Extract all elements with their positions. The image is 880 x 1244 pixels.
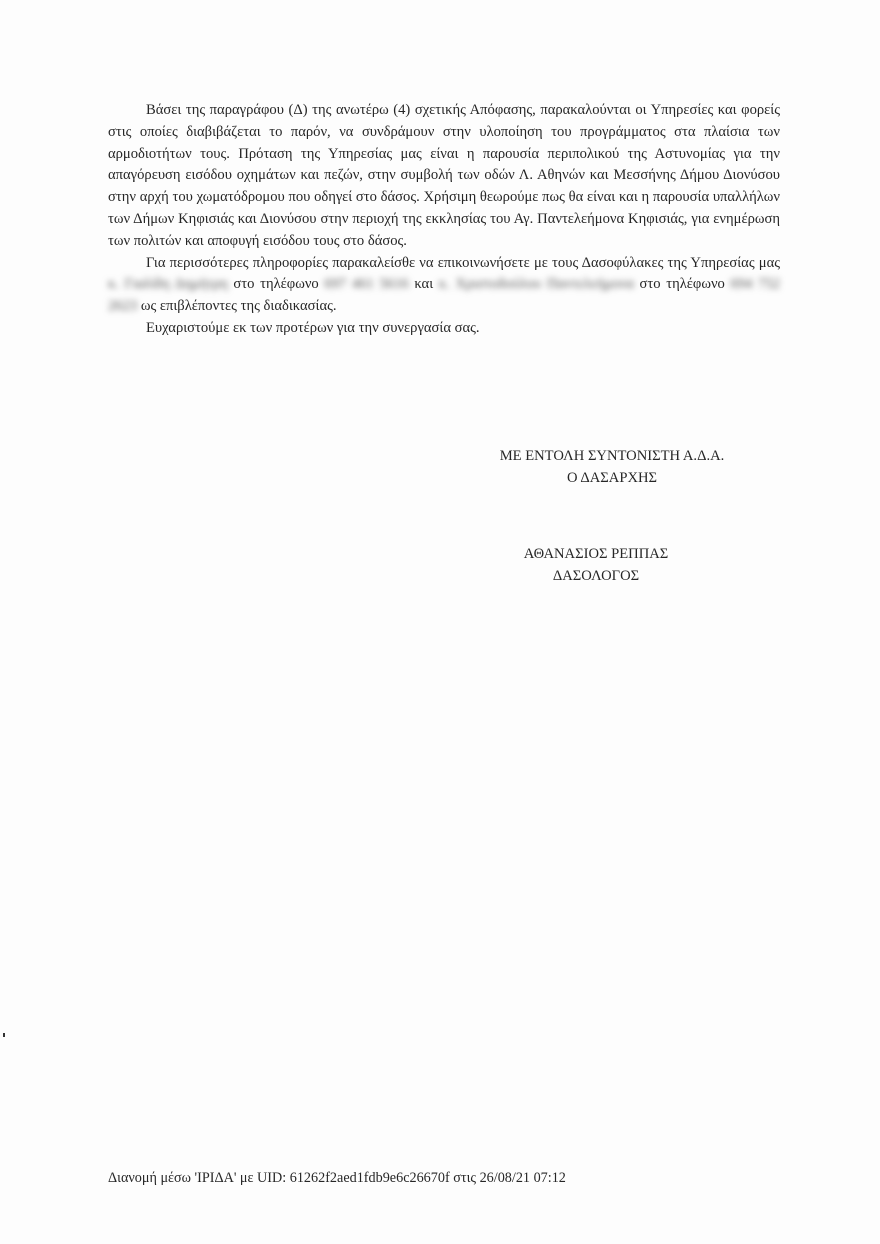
signatory-name: ΑΘΑΝΑΣΙΟΣ ΡΕΠΠΑΣ bbox=[523, 546, 669, 562]
paragraph-thanks: Ευχαριστούμε εκ των προτέρων για την συνεργασία σας. bbox=[146, 319, 480, 336]
redacted-phone-1: 697 461 5616 bbox=[324, 276, 409, 293]
contact-text-4: στο τηλέφωνο bbox=[639, 276, 725, 293]
signatory-title: ΔΑΣΟΛΟΓΟΣ bbox=[552, 567, 640, 584]
redacted-name-2: κ. Χριστοδούλου Παντελεήμονα bbox=[438, 276, 634, 293]
signature-name-block bbox=[416, 544, 776, 588]
paragraph-contact bbox=[108, 253, 780, 318]
letter-body bbox=[108, 100, 780, 340]
scan-edge-mark bbox=[3, 1033, 5, 1037]
signature-role-line: Ο ΔΑΣΑΡΧΗΣ bbox=[566, 469, 658, 486]
paragraph-request: Βάσει της παραγράφου (Δ) της ανωτέρω (4) σχετικής Απόφασης, παρακαλούνται οι Υπηρεσίες και φορείς στις οποίες διαβιβάζεται το παρόν, να συνδράμουν στην υλοποίηση του προγράμματος στα πλαίσια των αρμοδιοτήτων τους. Πρόταση της Υπηρεσίας μας είναι η παρουσία περιπολικού της Αστυνομίας για την απαγόρευση εισόδου οχημάτων και πεζών, στην συμβολή των οδών Λ. Αθηνών και Μεσσήνης Δήμου Διονύσου στην αρχή του χωματόδρομου που οδηγεί στο δάσος. Χρήσιμη θεωρούμε πως θα είναι και η παρουσία υπαλλήλων των Δήμων Κηφισιάς και Διονύσου στην περιοχή της εκκλησίας του Αγ. Παντελεήμονα Κηφισιάς, για ενημέρωση των πολιτών και αποφυγή εισόδου τους στο δάσος. bbox=[108, 102, 780, 249]
contact-text-1: Για περισσότερες πληροφορίες παρακαλείσθε να επικοινωνήσετε με τους Δασοφύλακες της Υπηρεσίας μας bbox=[146, 254, 780, 271]
redacted-name-1: κ. Γιαλίδη Δημήτρη bbox=[108, 276, 228, 293]
redacted-phone-2: 694 752 2623 bbox=[108, 276, 780, 315]
signature-authority-block bbox=[432, 446, 792, 490]
contact-text-5: ως επιβλέποντες της διαδικασίας. bbox=[140, 298, 337, 315]
contact-text-3: και bbox=[414, 276, 434, 293]
contact-text-2: στο τηλέφωνο bbox=[233, 276, 319, 293]
distribution-footer: Διανομή μέσω 'ΙΡΙΔΑ' με UID: 61262f2aed1fdb9e6c26670f στις 26/08/21 07:12 bbox=[108, 1170, 566, 1186]
signature-authority-line: ΜΕ ΕΝΤΟΛΗ ΣΥΝΤΟΝΙΣΤΗ Α.Δ.Α. bbox=[499, 448, 725, 464]
